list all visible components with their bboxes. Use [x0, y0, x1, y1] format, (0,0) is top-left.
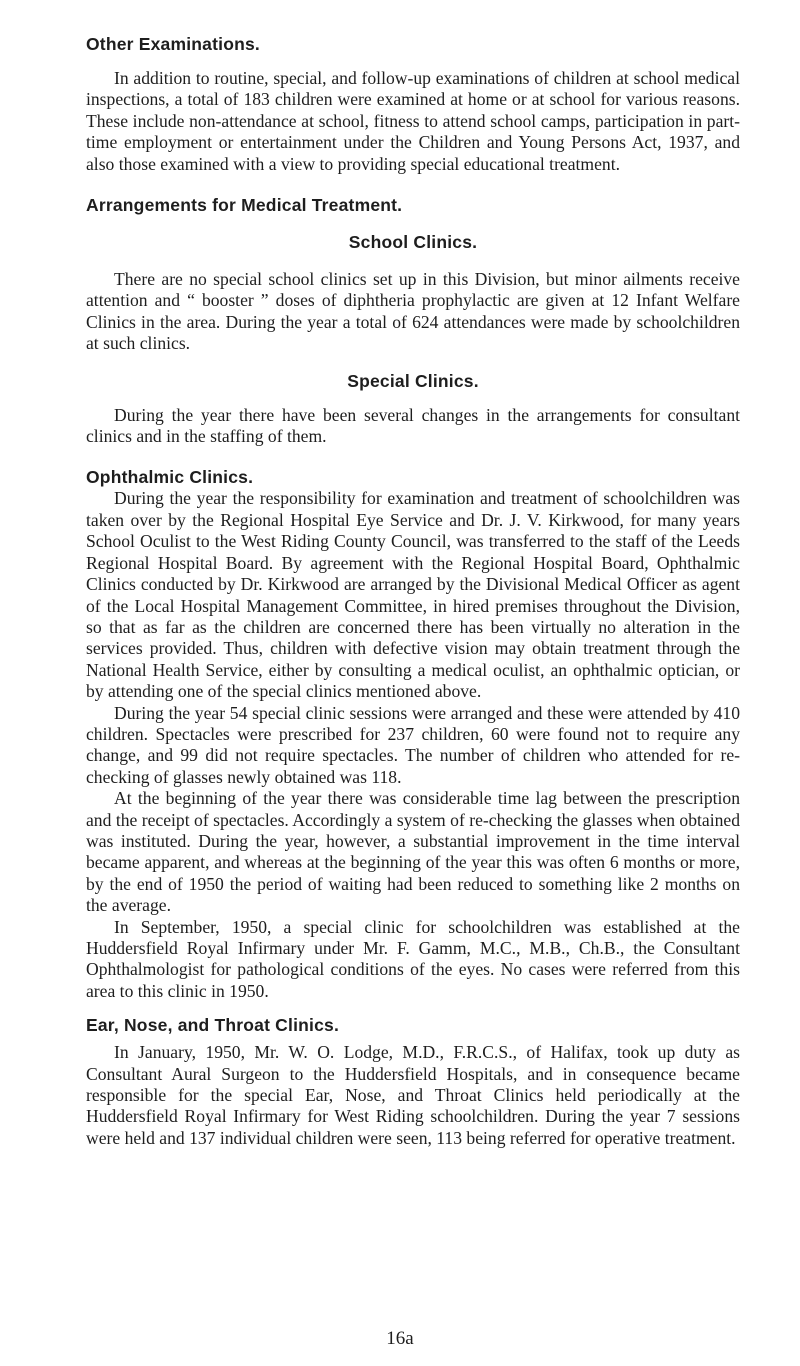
ophthalmic-paragraph-1: During the year the responsibility for examination and treatment of schoolchildren was taken over by the Regional Hospital Eye Service and Dr. J. V. Kirkwood, for many years School Oculist to the West Riding County Council, was transferred to the staff of the Leeds Regional Hospital Board. By agreement with the Regional Hospital Board, Ophthalmic Clinics conducted by Dr. Kirkwood are arranged by the Divisional Medical Officer as agent of the Local Hospital Management Committee, in hired premises throughout the Division, so that as far as the children are concerned there has been virtually no alteration in the services provided. Thus, children with defective vision may obtain treatment through the National Health Service, either by consulting a medical oculist, an ophthalmic optician, or by attending one of the special clinics mentioned above.	[86, 488, 740, 702]
page-number: 16a	[386, 1328, 414, 1349]
ophthalmic-paragraph-2: During the year 54 special clinic sessions were arranged and these were attended by 410 children. Spectacles were prescribed for 237 children, 60 were found not to require any change, and 99 did not require spectacles. The number of children who attended for re-checking of glasses newly obtained was 118.	[86, 702, 740, 787]
ophthalmic-paragraph-4: In September, 1950, a special clinic for schoolchildren was established at the Huddersfield Royal Infirmary under Mr. F. Gamm, M.C., M.B., Ch.B., the Consultant Ophthalmologist for pathological conditions of the eyes. No cases were referred from this area to this clinic in 1950.	[86, 916, 740, 1001]
special-clinics-paragraph: During the year there have been several changes in the arrangements for consultant clinics and in the staffing of them.	[86, 404, 740, 447]
ophthalmic-paragraph-3: At the beginning of the year there was considerable time lag between the prescription and the receipt of spectacles. Accordingly a system of re-checking the glasses when obtained was instituted. During the year, however, a substantial improvement in the time interval became apparent, and whereas at the beginning of the year this was often 6 months or more, by the end of 1950 the period of waiting had been reduced to something like 2 months on the average.	[86, 788, 740, 916]
ent-clinics-heading: Ear, Nose, and Throat Clinics.	[86, 1015, 340, 1036]
other-examinations-heading: Other Examinations.	[86, 34, 260, 54]
arrangements-heading: Arrangements for Medical Treatment.	[86, 195, 403, 216]
ent-paragraph: In January, 1950, Mr. W. O. Lodge, M.D., F.R.C.S., of Halifax, took up duty as Consultant Aural Surgeon to the Huddersfield Hospitals, and in consequence became responsible for the special Ear, Nose, and Throat Clinics held periodically at the Huddersfield Royal Infirmary for West Riding schoolchildren. During the year 7 sessions were held and 137 individual children were seen, 113 being referred for operative treatment.	[86, 1042, 740, 1148]
school-clinics-heading: School Clinics.	[348, 232, 478, 253]
ophthalmic-clinics-heading: Ophthalmic Clinics.	[86, 467, 254, 488]
other-examinations-paragraph: In addition to routine, special, and follow-up examinations of children at school medical inspections, a total of 183 children were examined at home or at school for various reasons. These include non-attendance at school, fitness to attend school camps, participation in part-time employment or entertainment under the Children and Young Persons Act, 1937, and also those examined with a view to providing special educational treatment.	[86, 68, 740, 174]
special-clinics-heading: Special Clinics.	[347, 370, 479, 391]
school-clinics-paragraph: There are no special school clinics set up in this Division, but minor ailments receive attention and “ booster ” doses of diphtheria prophylactic are given at 12 Infant Welfare Clinics in the area. During the year a total of 624 attendances were made by schoolchildren at such clinics.	[86, 269, 740, 354]
